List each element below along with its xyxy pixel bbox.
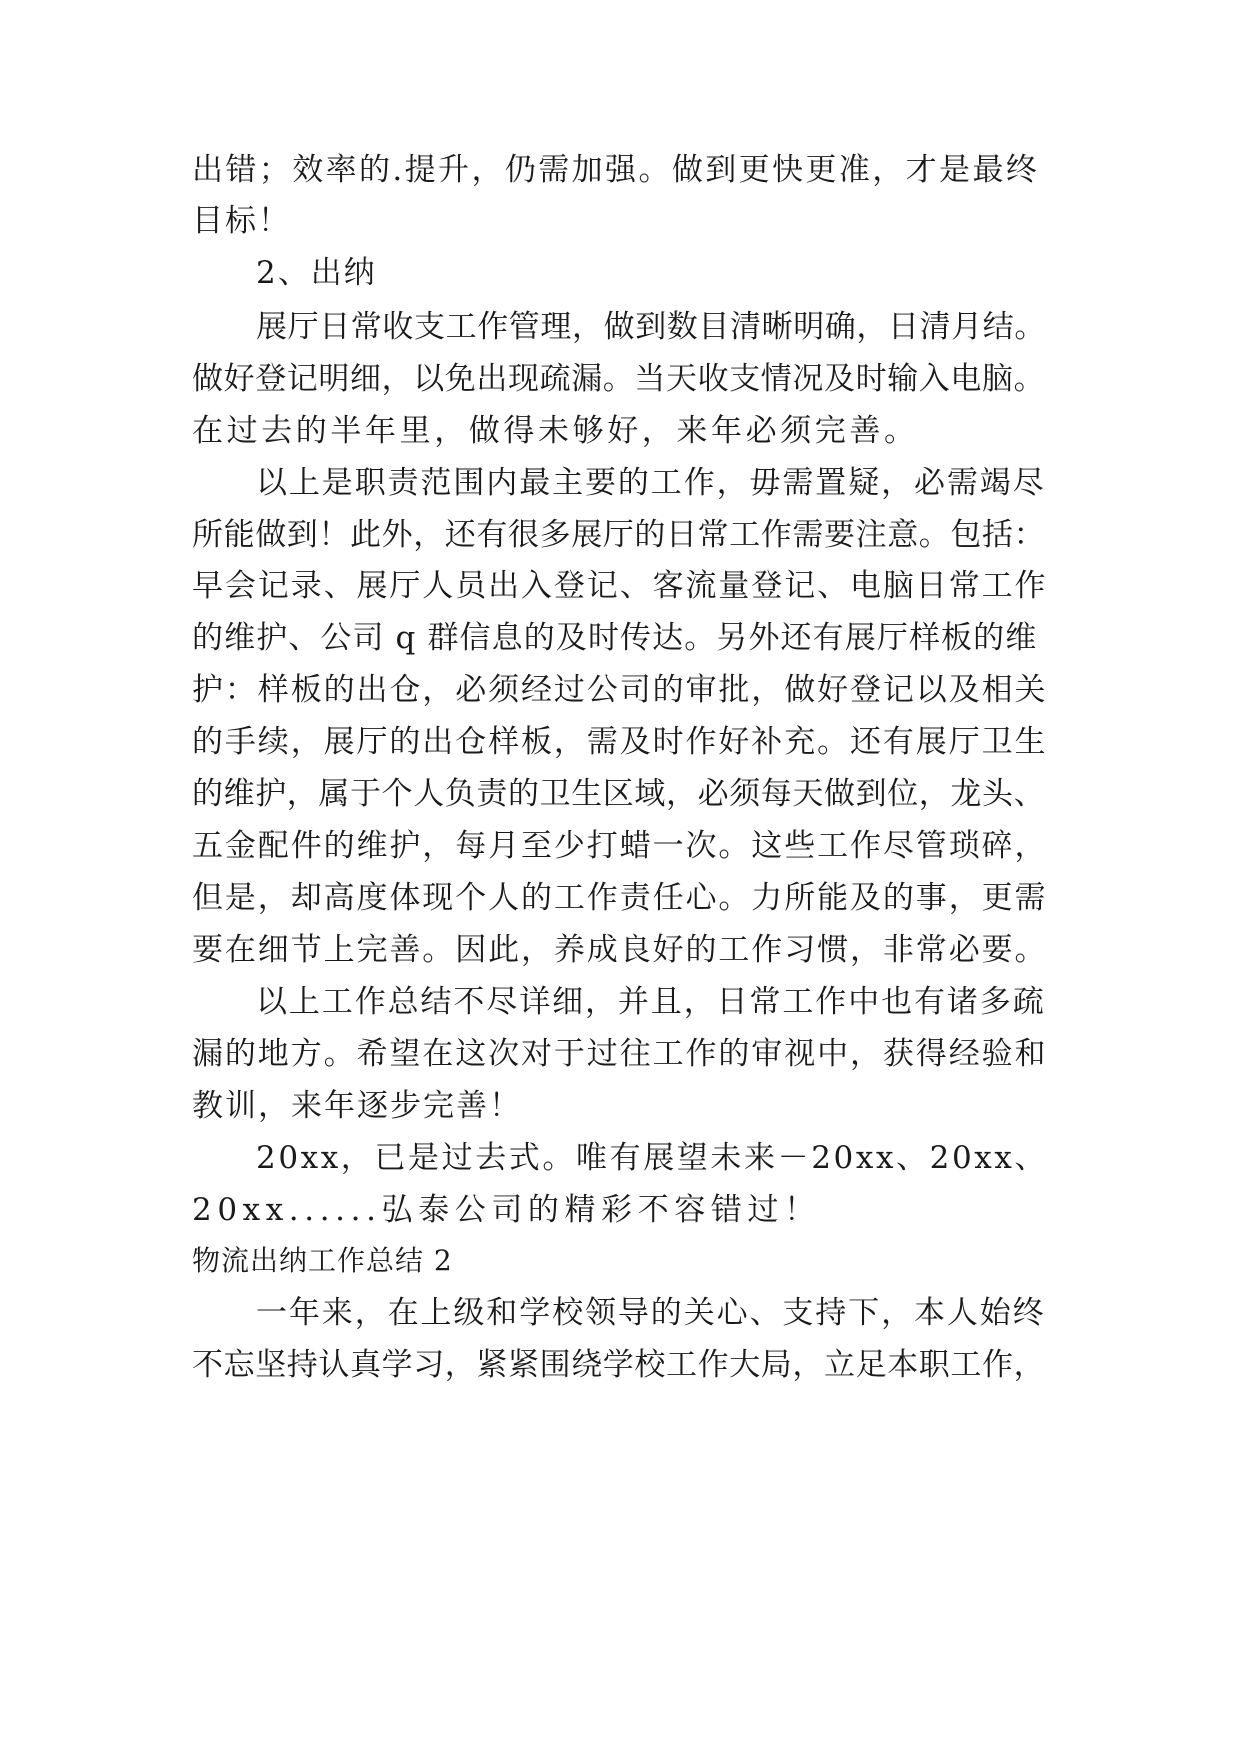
text-line: 五金配件的维护，每月至少打蜡一次。这些工作尽管琐碎， <box>192 828 1048 864</box>
text-line: 在过去的半年里，做得未够好，来年必须完善。 <box>192 413 919 449</box>
text-line: 出错；效率的.提升，仍需加强。做到更快更准，才是最终 <box>192 152 1040 188</box>
text-line: 20xx......弘泰公司的精彩不容错过！ <box>192 1192 821 1228</box>
paragraph-start: 一年来，在上级和学校领导的关心、支持下，本人始终 <box>256 1295 1046 1331</box>
text-line: 所能做到！此外，还有很多展厅的日常工作需要注意。包括： <box>192 517 1046 553</box>
text-line: 漏的地方。希望在这次对于过往工作的审视中，获得经验和 <box>192 1036 1048 1072</box>
paragraph-start: 20xx，已是过去式。唯有展望未来－20xx、20xx、 <box>256 1140 1049 1176</box>
text-line: 早会记录、展厅人员出入登记、客流量登记、电脑日常工作 <box>192 568 1048 604</box>
text-line: 的维护，属于个人负责的卫生区域，必须每天做到位，龙头、 <box>192 776 1046 812</box>
paragraph-start: 以上是职责范围内最主要的工作，毋需置疑，必需竭尽 <box>256 465 1046 501</box>
text-line: 不忘坚持认真学习，紧紧围绕学校工作大局，立足本职工作， <box>192 1347 1046 1383</box>
text-line: 的手续，展厅的出仓样板，需及时作好补充。还有展厅卫生 <box>192 724 1048 760</box>
paragraph-start: 以上工作总结不尽详细，并且，日常工作中也有诸多疏 <box>256 984 1046 1020</box>
text-line: 教训，来年逐步完善！ <box>192 1088 522 1124</box>
paragraph-start: 展厅日常收支工作管理，做到数目清晰明确，日清月结。 <box>256 309 1046 345</box>
text-line: 的维护、公司 q 群信息的及时传达。另外还有展厅样板的维 <box>192 620 1038 656</box>
section-heading: 2、出纳 <box>256 255 377 291</box>
section-title: 物流出纳工作总结 2 <box>192 1244 453 1277</box>
text-line: 但是，却高度体现个人的工作责任心。力所能及的事，更需 <box>192 880 1048 916</box>
text-line: 护：样板的出仓，必须经过公司的审批，做好登记以及相关 <box>192 672 1048 708</box>
text-line: 做好登记明细，以免出现疏漏。当天收支情况及时输入电脑。 <box>192 361 1046 397</box>
text-line: 要在细节上完善。因此，养成良好的工作习惯，非常必要。 <box>192 932 1048 968</box>
text-line: 目标！ <box>192 203 291 239</box>
